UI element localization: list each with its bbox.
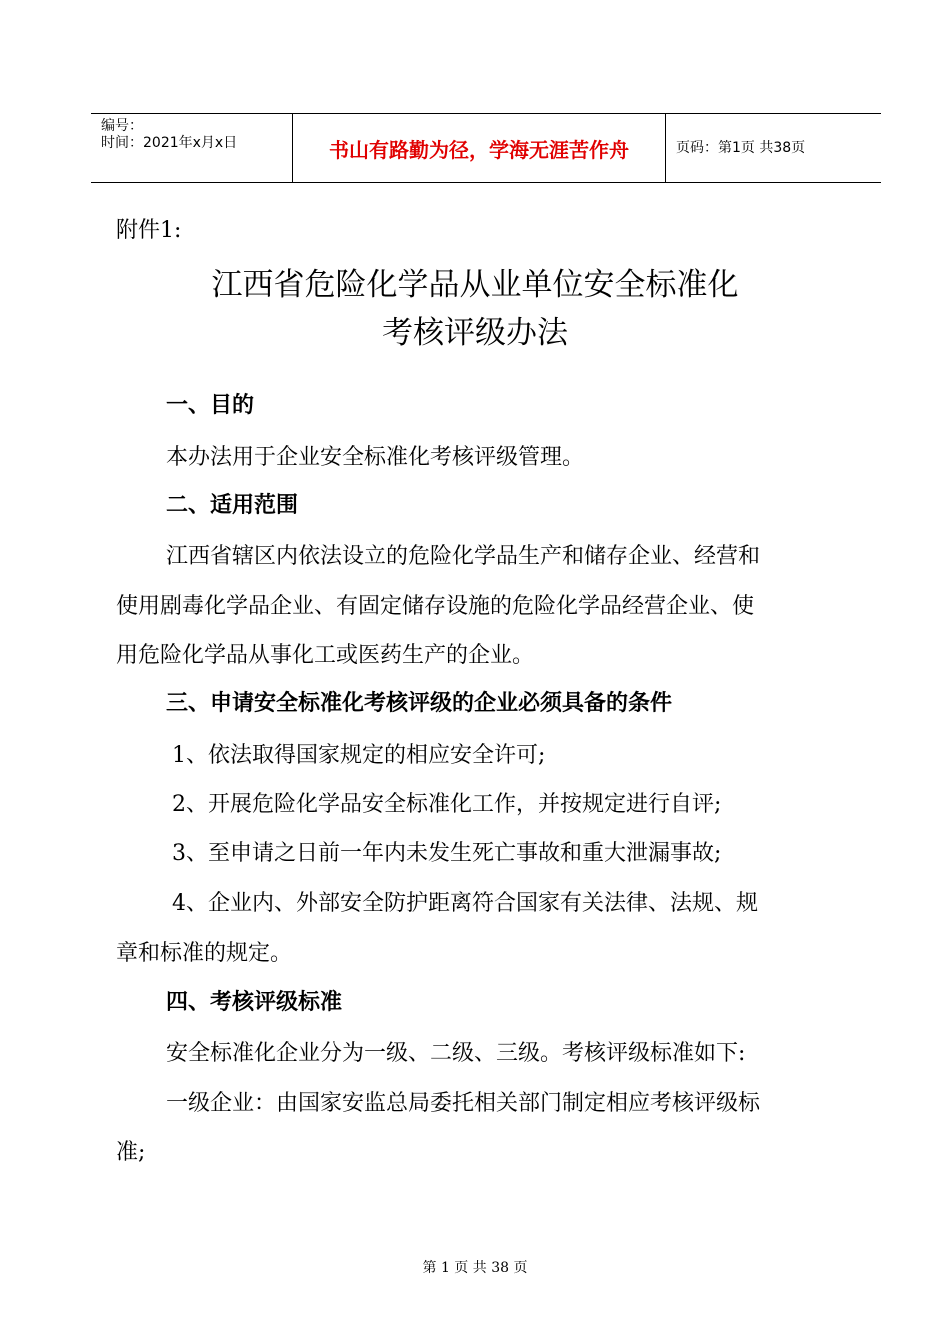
section2-line2: 使用剧毒化学品企业、有固定储存设施的危险化学品经营企业、使 — [116, 594, 755, 619]
section2-heading: 二、适用范围 — [166, 493, 299, 518]
condition-item-3: 3、至申请之日前一年内未发生死亡事故和重大泄漏事故; — [172, 841, 722, 866]
number-label: 编号： — [101, 118, 143, 134]
motto-text: 书山有路勤为径，学海无涯苦作舟 — [329, 138, 629, 162]
header-page-cell — [666, 114, 881, 182]
condition-item-1: 1、依法取得国家规定的相应安全许可; — [172, 743, 546, 768]
condition-item-4-line1: 4、企业内、外部安全防护距离符合国家有关法律、法规、规 — [172, 891, 758, 916]
header-info-cell — [91, 114, 293, 182]
section4-heading: 四、考核评级标准 — [166, 990, 343, 1015]
page-footer: 第 1 页 共 38 页 — [422, 1260, 528, 1276]
section3-heading: 三、申请安全标准化考核评级的企业必须具备的条件 — [166, 691, 673, 716]
section1-heading: 一、目的 — [166, 393, 255, 418]
condition-item-4-line2: 章和标准的规定。 — [116, 941, 293, 966]
section4-paragraph2-line2: 准; — [116, 1140, 146, 1165]
page-info: 页码：第1页 共38页 — [676, 140, 806, 156]
document-title-line1: 江西省危险化学品从业单位安全标准化 — [211, 267, 739, 303]
section4-paragraph1: 安全标准化企业分为一级、二级、三级。考核评级标准如下: — [166, 1041, 746, 1066]
document-title-line2: 考核评级办法 — [382, 315, 568, 351]
time-label: 时间：2021年x月x日 — [101, 135, 238, 151]
section2-line3: 用危险化学品从事化工或医药生产的企业。 — [116, 643, 535, 668]
document-header — [91, 113, 881, 183]
section4-paragraph2-line1: 一级企业：由国家安监总局委托相关部门制定相应考核评级标 — [166, 1091, 761, 1116]
condition-item-2: 2、开展危险化学品安全标准化工作，并按规定进行自评; — [172, 792, 722, 817]
section2-line1: 江西省辖区内依法设立的危险化学品生产和储存企业、经营和 — [166, 544, 761, 569]
attachment-label: 附件1: — [116, 218, 182, 243]
section1-paragraph: 本办法用于企业安全标准化考核评级管理。 — [166, 445, 585, 470]
header-motto-cell — [293, 114, 666, 182]
